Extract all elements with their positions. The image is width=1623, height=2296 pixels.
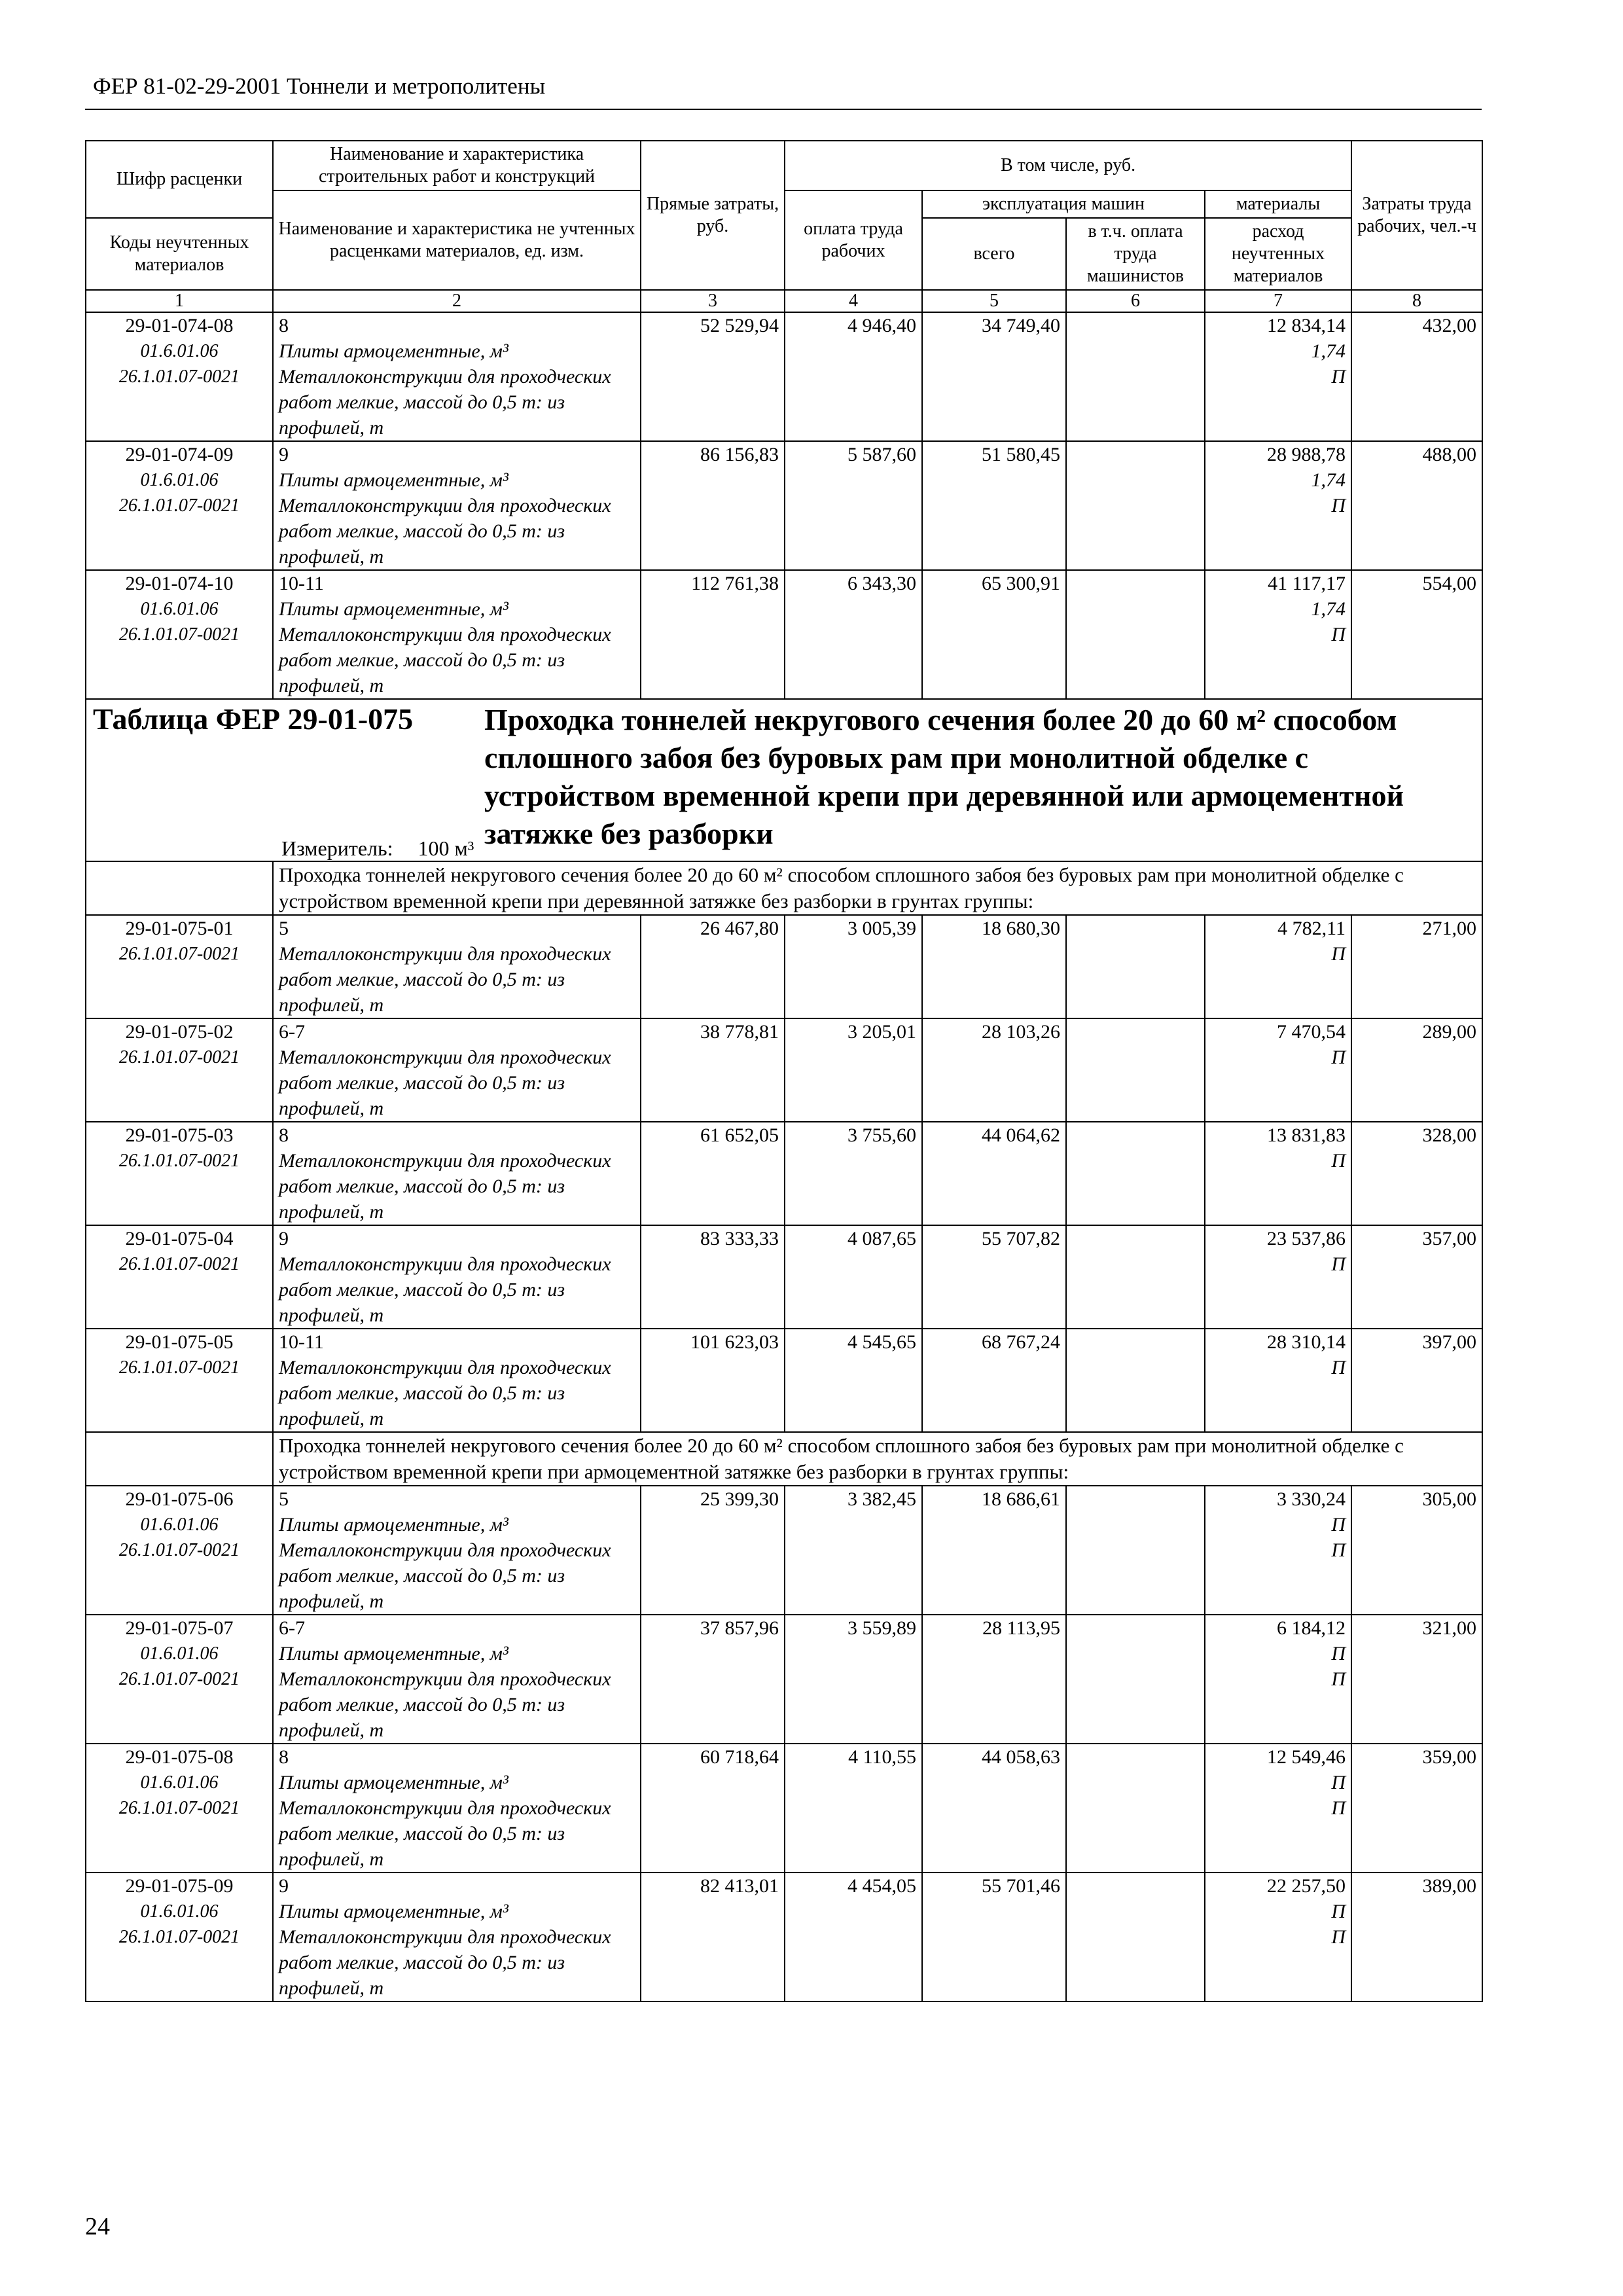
rate-code: 29-01-075-09: [125, 1875, 234, 1897]
machine-costs: 65 300,91: [922, 570, 1066, 699]
column-number: 6: [1066, 290, 1205, 312]
materials-cost: 23 537,86: [1267, 1228, 1346, 1249]
materials-cost: 28 988,78: [1267, 444, 1346, 465]
rate-code-cell: [86, 1615, 273, 1744]
rate-description-cell: [273, 1329, 641, 1432]
rate-code: 29-01-074-10: [125, 573, 234, 594]
column-number: 8: [1351, 290, 1482, 312]
material-code: 01.6.01.06: [140, 1515, 219, 1535]
group-row: [86, 861, 1482, 915]
worker-wages: 3 005,39: [785, 915, 922, 1018]
labor-costs: 554,00: [1351, 570, 1482, 699]
machine-costs: 68 767,24: [922, 1329, 1066, 1432]
machine-costs: 28 113,95: [922, 1615, 1066, 1744]
material-code: 01.6.01.06: [140, 1643, 219, 1664]
column-number: 7: [1205, 290, 1351, 312]
worker-wages: 4 545,65: [785, 1329, 922, 1432]
labor-costs: 305,00: [1351, 1486, 1482, 1615]
material-name: Металлоконструкции для проходческих работ мелкие, массой до 0,5 т: из профилей, т: [279, 1539, 611, 1612]
machinist-wages: [1066, 441, 1205, 570]
rate-description-cell: [273, 441, 641, 570]
rate-row: [86, 1329, 1482, 1432]
worker-wages: 3 559,89: [785, 1615, 922, 1744]
machinist-wages: [1066, 1615, 1205, 1744]
rate-description-cell: [273, 312, 641, 441]
material-code: 26.1.01.07-0021: [118, 1151, 240, 1171]
material-name: Металлоконструкции для проходческих работ мелкие, массой до 0,5 т: из профилей, т: [279, 1047, 611, 1119]
material-name: Металлоконструкции для проходческих работ мелкие, массой до 0,5 т: из профилей, т: [279, 1150, 611, 1223]
rate-title: 6-7: [279, 1617, 305, 1639]
rate-title: 9: [279, 444, 289, 465]
material-name: Металлоконструкции для проходческих работ мелкие, массой до 0,5 т: из профилей, т: [279, 1668, 611, 1741]
table-title-cell: [86, 699, 1482, 861]
machinist-wages: [1066, 570, 1205, 699]
measure-unit: [281, 836, 499, 861]
header-direct-costs: Прямые затраты, руб.: [641, 141, 785, 290]
machinist-wages: [1066, 1486, 1205, 1615]
column-numbers-row: [86, 290, 1482, 312]
material-name: Металлоконструкции для проходческих работ мелкие, массой до 0,5 т: из профилей, т: [279, 366, 611, 439]
materials-cell: [1205, 1225, 1351, 1329]
header-rule: [85, 109, 1482, 110]
material-name: Плиты армоцементные, м³: [279, 1772, 508, 1793]
header-wages: оплата труда рабочих: [785, 190, 922, 290]
direct-costs: 60 718,64: [641, 1744, 785, 1873]
rate-code-cell: [86, 1225, 273, 1329]
material-name: Металлоконструкции для проходческих работ мелкие, массой до 0,5 т: из профилей, т: [279, 1926, 611, 1999]
materials-cost: 3 330,24: [1277, 1488, 1346, 1510]
rate-code-cell: [86, 1018, 273, 1122]
rate-title: 8: [279, 1124, 289, 1146]
group-row: [86, 1432, 1482, 1486]
material-consumption: П: [1331, 1668, 1346, 1690]
rate-row: [86, 1615, 1482, 1744]
rate-title: 9: [279, 1228, 289, 1249]
direct-costs: 61 652,05: [641, 1122, 785, 1225]
rate-code-cell: [86, 1329, 273, 1432]
header-including: В том числе, руб.: [785, 141, 1351, 190]
material-name: Металлоконструкции для проходческих работ мелкие, массой до 0,5 т: из профилей, т: [279, 495, 611, 567]
rate-description-cell: [273, 570, 641, 699]
table-title: Проходка тоннелей некругового сечения более 20 до 60 м² способом сплошного забоя без буровых рам при монолитной обделке с устройством временной крепи при деревянной или армоцементной затяжке без разборки: [484, 703, 1404, 850]
materials-cost: 22 257,50: [1267, 1875, 1346, 1897]
materials-cost: 12 834,14: [1267, 315, 1346, 336]
labor-costs: 389,00: [1351, 1873, 1482, 2001]
group-heading: Проходка тоннелей некругового сечения более 20 до 60 м² способом сплошного забоя без буровых рам при монолитной обделке с устройством временной крепи при деревянной затяжке без разборки в грунтах группы:: [273, 861, 1482, 915]
column-number: 3: [641, 290, 785, 312]
direct-costs: 86 156,83: [641, 441, 785, 570]
rate-description-cell: [273, 1122, 641, 1225]
rate-row: [86, 1744, 1482, 1873]
rate-row: [86, 1225, 1482, 1329]
machine-costs: 44 058,63: [922, 1744, 1066, 1873]
material-consumption: П: [1331, 1772, 1346, 1793]
header-machinist-wages: в т.ч. оплата труда машинистов: [1066, 218, 1205, 290]
machinist-wages: [1066, 1225, 1205, 1329]
column-number: 1: [86, 290, 273, 312]
material-code: 26.1.01.07-0021: [118, 1047, 240, 1067]
material-consumption: 1,74: [1311, 340, 1346, 362]
machinist-wages: [1066, 1873, 1205, 2001]
material-consumption: П: [1331, 1901, 1346, 1922]
labor-costs: 397,00: [1351, 1329, 1482, 1432]
rate-code: 29-01-075-05: [125, 1331, 234, 1353]
direct-costs: 25 399,30: [641, 1486, 785, 1615]
material-consumption: П: [1331, 1797, 1346, 1819]
running-head: ФЕР 81-02-29-2001 Тоннели и метрополитены: [93, 73, 546, 99]
material-consumption: П: [1331, 1357, 1346, 1378]
worker-wages: 3 755,60: [785, 1122, 922, 1225]
rate-description-cell: [273, 1225, 641, 1329]
materials-cell: [1205, 1486, 1351, 1615]
materials-cost: 41 117,17: [1268, 573, 1346, 594]
machine-costs: 55 701,46: [922, 1873, 1066, 2001]
column-number: 2: [273, 290, 641, 312]
materials-cell: [1205, 1615, 1351, 1744]
material-code: 26.1.01.07-0021: [118, 1798, 240, 1818]
direct-costs: 52 529,94: [641, 312, 785, 441]
material-name: Металлоконструкции для проходческих работ мелкие, массой до 0,5 т: из профилей, т: [279, 624, 611, 696]
group-row-blank: [86, 861, 273, 915]
rate-row: [86, 1873, 1482, 2001]
material-consumption: П: [1331, 495, 1346, 516]
rate-title: 5: [279, 1488, 289, 1510]
rate-description-cell: [273, 915, 641, 1018]
machinist-wages: [1066, 1329, 1205, 1432]
material-name: Металлоконструкции для проходческих работ мелкие, массой до 0,5 т: из профилей, т: [279, 1797, 611, 1870]
materials-cost: 12 549,46: [1267, 1746, 1346, 1768]
material-consumption: П: [1331, 1926, 1346, 1948]
material-code: 26.1.01.07-0021: [118, 1540, 240, 1560]
worker-wages: 3 205,01: [785, 1018, 922, 1122]
material-code: 01.6.01.06: [140, 1772, 219, 1793]
material-consumption: П: [1331, 943, 1346, 965]
labor-costs: 321,00: [1351, 1615, 1482, 1744]
table-title-block: [92, 700, 1476, 861]
rate-code-cell: [86, 570, 273, 699]
rate-code: 29-01-075-02: [125, 1021, 234, 1043]
rate-title: 8: [279, 315, 289, 336]
column-number: 5: [922, 290, 1066, 312]
rate-code: 29-01-074-08: [125, 315, 234, 336]
material-code: 26.1.01.07-0021: [118, 624, 240, 645]
worker-wages: 4 946,40: [785, 312, 922, 441]
materials-cost: 13 831,83: [1267, 1124, 1346, 1146]
header-materials: материалы: [1205, 190, 1351, 218]
table-title-row: [86, 699, 1482, 861]
material-name: Плиты армоцементные, м³: [279, 1643, 508, 1664]
rate-title: 10-11: [279, 573, 324, 594]
rate-code: 29-01-075-04: [125, 1228, 234, 1249]
material-consumption: П: [1331, 1253, 1346, 1275]
material-name: Плиты армоцементные, м³: [279, 598, 508, 620]
material-code: 26.1.01.07-0021: [118, 1254, 240, 1274]
machine-costs: 18 680,30: [922, 915, 1066, 1018]
machinist-wages: [1066, 1744, 1205, 1873]
rate-code: 29-01-074-09: [125, 444, 234, 465]
machine-costs: 51 580,45: [922, 441, 1066, 570]
labor-costs: 357,00: [1351, 1225, 1482, 1329]
material-consumption: П: [1331, 366, 1346, 387]
material-consumption: П: [1331, 1539, 1346, 1561]
rate-code: 29-01-075-07: [125, 1617, 234, 1639]
labor-costs: 271,00: [1351, 915, 1482, 1018]
rate-row: [86, 1122, 1482, 1225]
rate-code: 29-01-075-08: [125, 1746, 234, 1768]
materials-cell: [1205, 1873, 1351, 2001]
rate-description-cell: [273, 1486, 641, 1615]
materials-cost: 7 470,54: [1277, 1021, 1346, 1043]
machinist-wages: [1066, 1018, 1205, 1122]
rate-title: 10-11: [279, 1331, 324, 1353]
materials-cell: [1205, 441, 1351, 570]
labor-costs: 488,00: [1351, 441, 1482, 570]
materials-cell: [1205, 312, 1351, 441]
labor-costs: 359,00: [1351, 1744, 1482, 1873]
rate-row: [86, 441, 1482, 570]
direct-costs: 83 333,33: [641, 1225, 785, 1329]
rate-code-cell: [86, 441, 273, 570]
worker-wages: 3 382,45: [785, 1486, 922, 1615]
material-name: Металлоконструкции для проходческих работ мелкие, массой до 0,5 т: из профилей, т: [279, 943, 611, 1016]
direct-costs: 26 467,80: [641, 915, 785, 1018]
materials-cell: [1205, 1018, 1351, 1122]
material-name: Плиты армоцементные, м³: [279, 1901, 508, 1922]
rate-code: 29-01-075-03: [125, 1124, 234, 1146]
measure-unit-value: 100 м³: [418, 836, 474, 860]
material-code: 26.1.01.07-0021: [118, 495, 240, 516]
material-consumption: П: [1331, 1514, 1346, 1535]
materials-cost: 28 310,14: [1267, 1331, 1346, 1353]
material-consumption: 1,74: [1311, 469, 1346, 491]
column-number: 4: [785, 290, 922, 312]
rate-row: [86, 570, 1482, 699]
rate-description-cell: [273, 1873, 641, 2001]
header-name-unaccounted: Наименование и характеристика не учтенных расценками материалов, ед. изм.: [273, 190, 641, 290]
labor-costs: 432,00: [1351, 312, 1482, 441]
header-machines-total: всего: [922, 218, 1066, 290]
labor-costs: 328,00: [1351, 1122, 1482, 1225]
rate-code: 29-01-075-01: [125, 918, 234, 939]
material-name: Плиты армоцементные, м³: [279, 340, 508, 362]
material-name: Плиты армоцементные, м³: [279, 1514, 508, 1535]
machine-costs: 18 686,61: [922, 1486, 1066, 1615]
material-consumption: П: [1331, 624, 1346, 645]
rate-row: [86, 1018, 1482, 1122]
material-consumption: П: [1331, 1047, 1346, 1068]
header-name: Наименование и характеристика строительных работ и конструкций: [273, 141, 641, 190]
materials-cell: [1205, 1329, 1351, 1432]
worker-wages: 4 454,05: [785, 1873, 922, 2001]
machinist-wages: [1066, 312, 1205, 441]
rate-row: [86, 1486, 1482, 1615]
rate-row: [86, 312, 1482, 441]
worker-wages: 4 087,65: [785, 1225, 922, 1329]
materials-cost: 6 184,12: [1277, 1617, 1346, 1639]
rate-description-cell: [273, 1615, 641, 1744]
material-name: Металлоконструкции для проходческих работ мелкие, массой до 0,5 т: из профилей, т: [279, 1253, 611, 1326]
rate-title: 5: [279, 918, 289, 939]
direct-costs: 38 778,81: [641, 1018, 785, 1122]
header-code: Шифр расценки: [86, 141, 273, 218]
material-code: 26.1.01.07-0021: [118, 1357, 240, 1378]
table-label: Таблица ФЕР 29-01-075: [93, 702, 414, 736]
materials-cost: 4 782,11: [1277, 918, 1346, 939]
rate-code-cell: [86, 915, 273, 1018]
material-name: Металлоконструкции для проходческих работ мелкие, массой до 0,5 т: из профилей, т: [279, 1357, 611, 1429]
direct-costs: 82 413,01: [641, 1873, 785, 2001]
rate-title: 8: [279, 1746, 289, 1768]
direct-costs: 101 623,03: [641, 1329, 785, 1432]
rate-title: 6-7: [279, 1021, 305, 1043]
labor-costs: 289,00: [1351, 1018, 1482, 1122]
materials-cell: [1205, 1122, 1351, 1225]
rate-code-cell: [86, 1122, 273, 1225]
rate-description-cell: [273, 1744, 641, 1873]
material-code: 01.6.01.06: [140, 1901, 219, 1922]
rate-description-cell: [273, 1018, 641, 1122]
group-heading: Проходка тоннелей некругового сечения более 20 до 60 м² способом сплошного забоя без буровых рам при монолитной обделке с устройством временной крепи при армоцементной затяжке без разборки в грунтах группы:: [273, 1432, 1482, 1486]
machinist-wages: [1066, 1122, 1205, 1225]
rate-row: [86, 915, 1482, 1018]
materials-cell: [1205, 570, 1351, 699]
header-labor: Затраты труда рабочих, чел.-ч: [1351, 141, 1482, 290]
header-unaccounted-codes: Коды неучтенных материалов: [86, 218, 273, 290]
direct-costs: 112 761,38: [641, 570, 785, 699]
material-name: Плиты армоцементные, м³: [279, 469, 508, 491]
measure-unit-label: Измеритель:: [281, 836, 393, 860]
materials-cell: [1205, 915, 1351, 1018]
worker-wages: 5 587,60: [785, 441, 922, 570]
direct-costs: 37 857,96: [641, 1615, 785, 1744]
machine-costs: 44 064,62: [922, 1122, 1066, 1225]
machine-costs: 28 103,26: [922, 1018, 1066, 1122]
material-code: 26.1.01.07-0021: [118, 367, 240, 387]
rate-code-cell: [86, 312, 273, 441]
rate-code-cell: [86, 1486, 273, 1615]
rate-code: 29-01-075-06: [125, 1488, 234, 1510]
machine-costs: 34 749,40: [922, 312, 1066, 441]
material-consumption: П: [1331, 1643, 1346, 1664]
material-consumption: П: [1331, 1150, 1346, 1172]
rate-code-cell: [86, 1873, 273, 2001]
worker-wages: 4 110,55: [785, 1744, 922, 1873]
rate-title: 9: [279, 1875, 289, 1897]
rates-table: [85, 140, 1483, 2002]
rate-code-cell: [86, 1744, 273, 1873]
material-code: 26.1.01.07-0021: [118, 1927, 240, 1947]
header-materials-consumption: расход неучтенных материалов: [1205, 218, 1351, 290]
material-code: 26.1.01.07-0021: [118, 944, 240, 964]
material-code: 01.6.01.06: [140, 470, 219, 490]
header-machines: эксплуатация машин: [922, 190, 1205, 218]
material-code: 01.6.01.06: [140, 599, 219, 619]
worker-wages: 6 343,30: [785, 570, 922, 699]
machinist-wages: [1066, 915, 1205, 1018]
material-code: 26.1.01.07-0021: [118, 1669, 240, 1689]
page-number: 24: [85, 2213, 110, 2240]
material-code: 01.6.01.06: [140, 341, 219, 361]
group-row-blank: [86, 1432, 273, 1486]
material-consumption: 1,74: [1311, 598, 1346, 620]
materials-cell: [1205, 1744, 1351, 1873]
machine-costs: 55 707,82: [922, 1225, 1066, 1329]
